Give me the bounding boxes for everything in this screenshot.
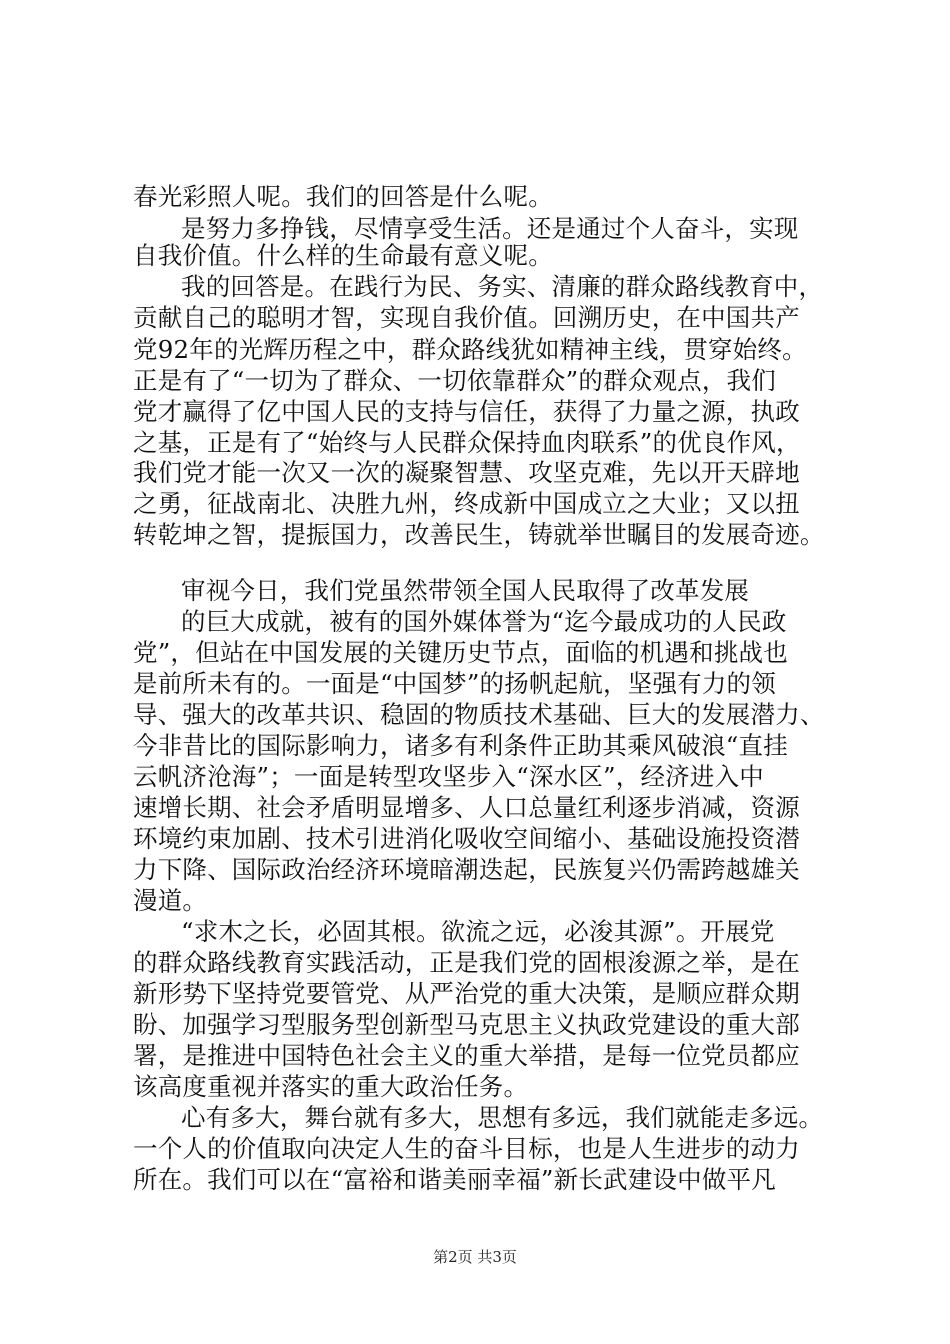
body-line: 环境约束加剧、技术引进消化吸收空间缩小、基础设施投资潜 <box>133 824 800 853</box>
body-line: 今非昔比的国际影响力，诸多有利条件正助其乘风破浪“直挂 <box>133 731 788 760</box>
body-line: 署，是推进中国特色社会主义的重大举措，是每一位党员都应 <box>133 1041 800 1070</box>
body-line: 的群众路线教育实践活动，正是我们党的固根浚源之举，是在 <box>133 948 800 977</box>
body-line: 该高度重视并落实的重大政治任务。 <box>133 1072 529 1101</box>
body-line: 所在。我们可以在“富裕和谐美丽幸福”新长武建设中做平凡 <box>133 1165 776 1194</box>
body-line: 一个人的价值取向决定人生的奋斗目标，也是人生进步的动力 <box>133 1134 800 1163</box>
page-number-footer: 第2页 共3页 <box>433 1248 517 1266</box>
body-line: 之基，正是有了“始终与人民群众保持血肉联系”的优良作风， <box>133 428 801 457</box>
body-line: 云帆济沧海”；一面是转型攻坚步入“深水区”，经济进入中 <box>133 762 764 791</box>
body-line: 正是有了“一切为了群众、一切依靠群众”的群众观点，我们 <box>133 366 776 395</box>
body-line: 漫道。 <box>133 886 208 915</box>
paragraph-first-line: 是努力多挣钱，尽情享受生活。还是通过个人奋斗，实现 <box>181 214 799 243</box>
body-line: 春光彩照人呢。我们的回答是什么呢。 <box>133 182 553 211</box>
body-line: 之勇，征战南北、决胜九州，终成新中国成立之大业；又以扭 <box>133 489 800 518</box>
body-line: 贡献自己的聪明才智，实现自我价值。回溯历史，在中国共产 <box>133 303 800 332</box>
body-line: 盼、加强学习型服务型创新型马克思主义执政党建设的重大部 <box>133 1010 800 1039</box>
body-line: 速增长期、社会矛盾明显增多、人口总量红利逐步消减，资源 <box>133 793 800 822</box>
body-line: 党才赢得了亿中国人民的支持与信任，获得了力量之源，执政 <box>133 397 800 426</box>
body-line: 党92年的光辉历程之中，群众路线犹如精神主线，贯穿始终。 <box>133 335 807 364</box>
body-line: 自我价值。什么样的生命最有意义呢。 <box>133 241 553 270</box>
body-line: 的巨大成就，被有的国外媒体誉为“迄今最成功的人民政 <box>181 607 787 636</box>
paragraph-first-line: 审视今日，我们党虽然带领全国人民取得了改革发展 <box>181 576 750 605</box>
paragraph-first-line: 我的回答是。在践行为民、务实、清廉的群众路线教育中， <box>181 272 824 301</box>
body-line: 是前所未有的。一面是“中国梦”的扬帆起航，坚强有力的领 <box>133 669 776 698</box>
paragraph-first-line: “求木之长，必固其根。欲流之远，必浚其源”。开展党 <box>181 917 775 946</box>
paragraph-first-line: 心有多大，舞台就有多大，思想有多远，我们就能走多远。 <box>181 1103 824 1132</box>
body-line: 党”，但站在中国发展的关键历史节点，面临的机遇和挑战也 <box>133 638 788 667</box>
body-line: 我们党才能一次又一次的凝聚智慧、攻坚克难，先以开天辟地 <box>133 458 800 487</box>
body-line: 力下降、国际政治经济环境暗潮迭起，民族复兴仍需跨越雄关 <box>133 855 800 884</box>
body-line: 转乾坤之智，提振国力，改善民生，铸就举世瞩目的发展奇迹。 <box>133 520 825 549</box>
body-line: 新形势下坚持党要管党、从严治党的重大决策，是顺应群众期 <box>133 979 800 1008</box>
body-line: 导、强大的改革共识、稳固的物质技术基础、巨大的发展潜力、 <box>133 700 825 729</box>
